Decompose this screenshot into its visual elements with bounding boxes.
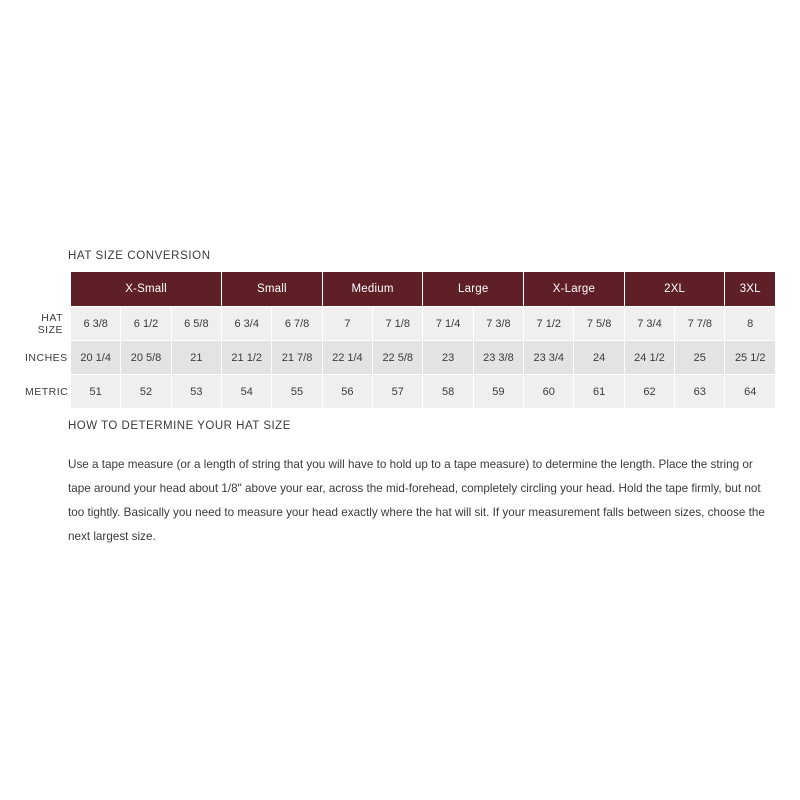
cell-hat-size-13: 8 <box>725 307 776 341</box>
cell-hat-size-5: 7 <box>322 307 372 341</box>
size-header-x-large: X-Large <box>524 272 625 307</box>
cell-metric-4: 55 <box>272 375 322 409</box>
size-header-2xl: 2XL <box>624 272 725 307</box>
cell-inches-9: 23 3/4 <box>524 341 574 375</box>
table-body <box>24 272 776 409</box>
cell-metric-10: 61 <box>574 375 624 409</box>
cell-inches-2: 21 <box>171 341 221 375</box>
page-title: HAT SIZE CONVERSION <box>68 250 211 262</box>
size-header-medium: Medium <box>322 272 423 307</box>
cell-metric-7: 58 <box>423 375 473 409</box>
table-row <box>24 341 776 375</box>
table-row <box>24 307 776 341</box>
cell-metric-1: 52 <box>121 375 171 409</box>
cell-metric-11: 62 <box>624 375 674 409</box>
cell-hat-size-4: 6 7/8 <box>272 307 322 341</box>
cell-inches-8: 23 3/8 <box>473 341 523 375</box>
cell-hat-size-11: 7 3/4 <box>624 307 674 341</box>
cell-hat-size-1: 6 1/2 <box>121 307 171 341</box>
size-header-large: Large <box>423 272 524 307</box>
cell-metric-13: 64 <box>725 375 776 409</box>
cell-inches-11: 24 1/2 <box>624 341 674 375</box>
table-row <box>24 375 776 409</box>
cell-inches-1: 20 5/8 <box>121 341 171 375</box>
size-header-3xl: 3XL <box>725 272 776 307</box>
section-subtitle: HOW TO DETERMINE YOUR HAT SIZE <box>68 420 291 432</box>
row-label-hat-size: HAT SIZE <box>24 307 71 341</box>
cell-hat-size-12: 7 7/8 <box>675 307 725 341</box>
cell-inches-7: 23 <box>423 341 473 375</box>
cell-metric-3: 54 <box>222 375 272 409</box>
cell-inches-10: 24 <box>574 341 624 375</box>
table-header-row <box>24 272 776 307</box>
cell-hat-size-2: 6 5/8 <box>171 307 221 341</box>
cell-hat-size-10: 7 5/8 <box>574 307 624 341</box>
cell-metric-12: 63 <box>675 375 725 409</box>
cell-metric-8: 59 <box>473 375 523 409</box>
row-label-inches: INCHES <box>24 341 71 375</box>
cell-inches-3: 21 1/2 <box>222 341 272 375</box>
cell-inches-6: 22 5/8 <box>373 341 423 375</box>
size-header-small: Small <box>222 272 323 307</box>
cell-inches-13: 25 1/2 <box>725 341 776 375</box>
size-chart-content <box>24 250 776 549</box>
cell-inches-12: 25 <box>675 341 725 375</box>
header-corner-blank <box>24 272 71 307</box>
cell-hat-size-3: 6 3/4 <box>222 307 272 341</box>
cell-metric-6: 57 <box>373 375 423 409</box>
cell-inches-0: 20 1/4 <box>71 341 121 375</box>
cell-metric-9: 60 <box>524 375 574 409</box>
cell-metric-0: 51 <box>71 375 121 409</box>
cell-hat-size-7: 7 1/4 <box>423 307 473 341</box>
cell-hat-size-8: 7 3/8 <box>473 307 523 341</box>
row-label-metric: METRIC <box>24 375 71 409</box>
cell-inches-5: 22 1/4 <box>322 341 372 375</box>
hat-size-conversion-table <box>24 271 776 409</box>
cell-hat-size-0: 6 3/8 <box>71 307 121 341</box>
cell-metric-2: 53 <box>171 375 221 409</box>
cell-hat-size-6: 7 1/8 <box>373 307 423 341</box>
cell-inches-4: 21 7/8 <box>272 341 322 375</box>
instructions-paragraph: Use a tape measure (or a length of string that you will have to hold up to a tape measure) to determine the length. Place the string or tape around your head about 1/8" above your ear, across the mid-forehead, completely circling your head. Hold the tape firmly, but not too tightly. Basically you need to measure your head exactly where the hat will sit. If your measurement falls between sizes, choose the next largest size. <box>68 458 765 543</box>
cell-metric-5: 56 <box>322 375 372 409</box>
size-header-x-small: X-Small <box>71 272 222 307</box>
cell-hat-size-9: 7 1/2 <box>524 307 574 341</box>
